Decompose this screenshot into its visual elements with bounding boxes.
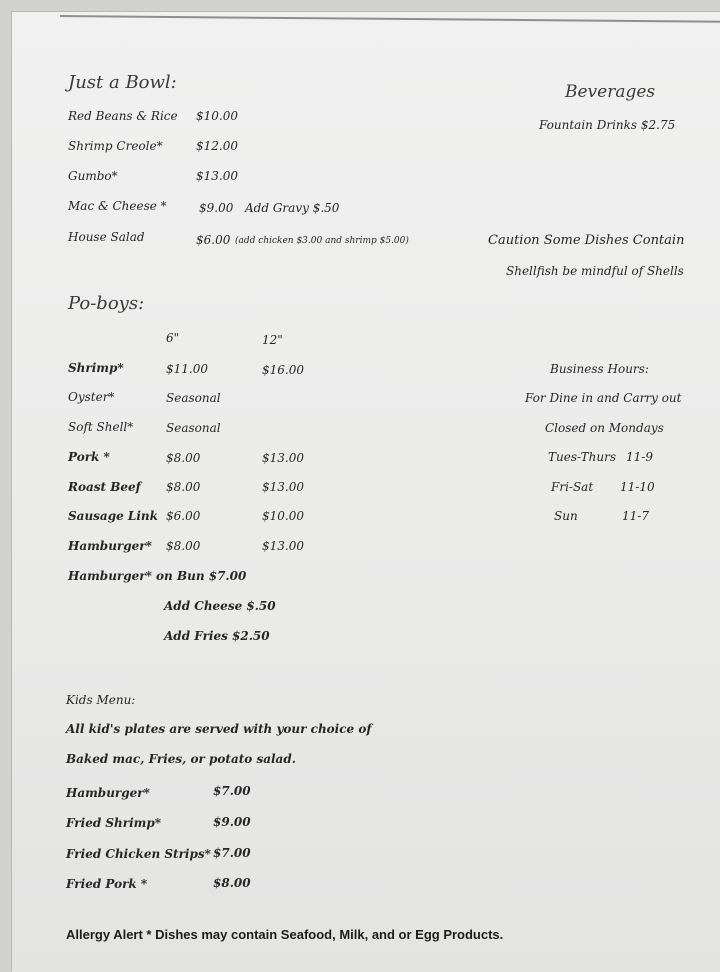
caution-line-1: Caution Some Dishes Contain: [488, 233, 685, 248]
hours-days: Sun: [554, 509, 578, 523]
poboy-name: Sausage Link: [68, 509, 158, 523]
poboy-price-12: $13.00: [262, 451, 304, 465]
poboy-price-6: $6.00: [166, 509, 201, 523]
beverage-item: Fountain Drinks $2.75: [539, 118, 676, 132]
hours-time: 11-7: [622, 509, 649, 523]
bowl-item-extra: (add chicken $3.00 and shrimp $5.00): [235, 236, 409, 246]
poboy-price-6: $11.00: [166, 362, 208, 376]
poboy-name: Soft Shell*: [68, 420, 134, 434]
size-6-inch: 6": [166, 331, 180, 345]
poboy-price-6: $8.00: [166, 539, 201, 553]
beverages-heading: Beverages: [565, 82, 656, 102]
poboy-price-12: $10.00: [262, 509, 304, 523]
bowl-item-name: Mac & Cheese *: [68, 199, 167, 213]
hours-days: Fri-Sat: [551, 480, 594, 494]
poboy-bun: Hamburger* on Bun $7.00: [68, 569, 247, 583]
kids-item-name: Fried Chicken Strips*: [66, 847, 211, 861]
bowl-item-name: Gumbo*: [68, 169, 118, 183]
hours-line-1: For Dine in and Carry out: [525, 391, 682, 405]
bowl-item-name: House Salad: [68, 230, 145, 244]
poboy-price-12: $16.00: [262, 363, 304, 377]
poboys-heading: Po-boys:: [68, 293, 145, 314]
size-12-inch: 12": [262, 333, 283, 347]
hours-line-2: Closed on Mondays: [545, 421, 664, 435]
hours-heading: Business Hours:: [550, 362, 649, 376]
poboy-price-6: Seasonal: [166, 421, 221, 435]
poboy-name: Hamburger*: [68, 539, 152, 553]
bowl-item-price: $13.00: [196, 169, 238, 183]
kids-heading: Kids Menu:: [66, 693, 136, 707]
kids-item-price: $8.00: [213, 876, 251, 890]
bowl-item-price: $12.00: [196, 139, 238, 153]
bowl-item-name: Shrimp Creole*: [68, 139, 163, 153]
poboy-name: Oyster*: [68, 390, 115, 404]
kids-desc-1: All kid's plates are served with your choice of: [66, 722, 372, 736]
poboy-price-6: Seasonal: [166, 391, 221, 405]
bowl-item-name: Red Beans & Rice: [68, 109, 178, 123]
poboy-price-12: $13.00: [262, 480, 304, 494]
kids-item-name: Fried Shrimp*: [66, 816, 162, 830]
poboy-price-12: $13.00: [262, 539, 304, 553]
bowl-item-price: $6.00: [196, 233, 231, 247]
bowl-heading: Just a Bowl:: [68, 72, 177, 93]
caution-line-2: Shellfish be mindful of Shells: [506, 264, 684, 278]
kids-item-name: Fried Pork *: [66, 877, 148, 891]
poboy-price-6: $8.00: [166, 480, 201, 494]
poboy-name: Pork *: [68, 450, 110, 464]
hours-days: Tues-Thurs: [548, 450, 616, 464]
kids-desc-2: Baked mac, Fries, or potato salad.: [66, 752, 296, 766]
hours-time: 11-9: [626, 450, 653, 464]
kids-item-price: $7.00: [213, 846, 251, 860]
bowl-item-price: $9.00: [199, 201, 234, 215]
bowl-item-extra: Add Gravy $.50: [245, 201, 340, 215]
poboy-addon-cheese: Add Cheese $.50: [164, 599, 276, 613]
kids-item-price: $9.00: [213, 815, 251, 829]
poboy-name: Shrimp*: [68, 361, 124, 375]
bowl-item-price: $10.00: [196, 109, 238, 123]
poboy-price-6: $8.00: [166, 451, 201, 465]
hours-time: 11-10: [620, 480, 655, 494]
kids-item-price: $7.00: [213, 784, 251, 798]
poboy-addon-fries: Add Fries $2.50: [164, 629, 270, 643]
poboy-name: Roast Beef: [68, 480, 141, 494]
kids-item-name: Hamburger*: [66, 786, 150, 800]
allergy-alert: Allergy Alert * Dishes may contain Seafood, Milk, and or Egg Products.: [66, 927, 504, 942]
